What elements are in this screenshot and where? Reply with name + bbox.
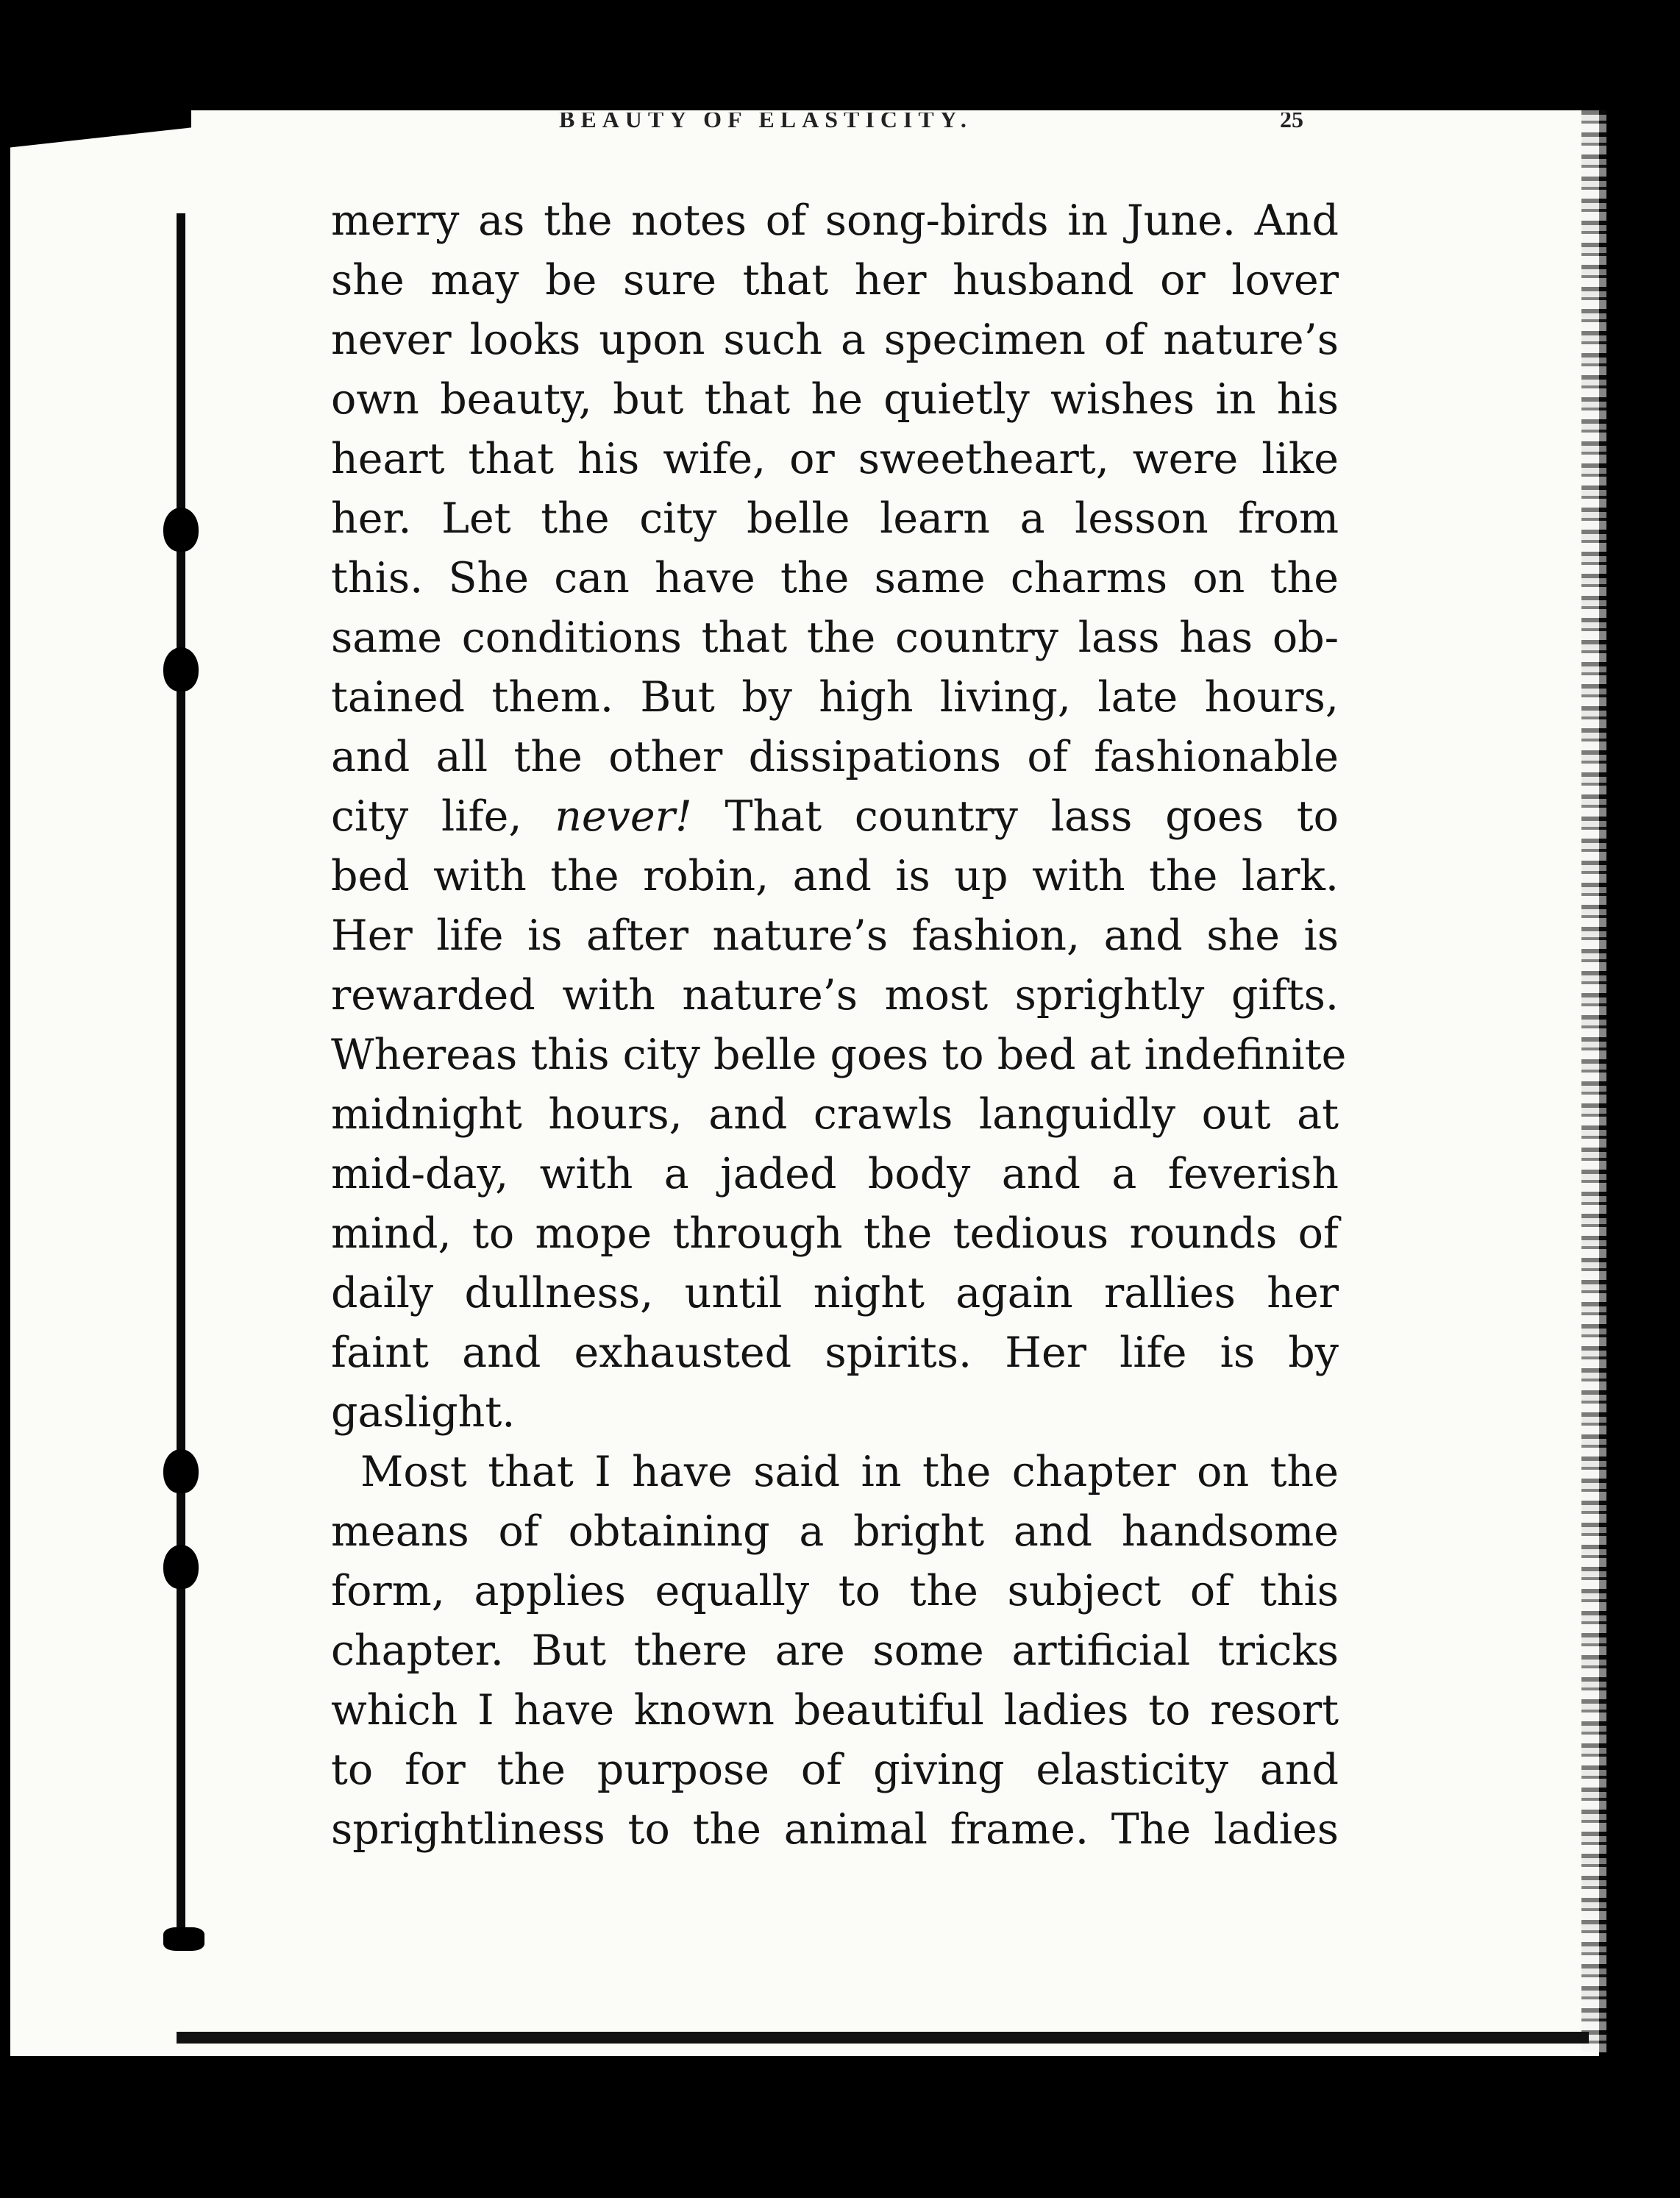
text-line: merry as the notes of song-birds in June. And (331, 196, 1339, 245)
text-line: daily dullness, until night again rallies her (331, 1269, 1339, 1317)
text-line: mid-day, with a jaded body and a feverish (331, 1150, 1339, 1198)
binding-mark (163, 1449, 199, 1493)
text-line: she may be sure that her husband or lover (331, 256, 1339, 305)
text-line: faint and exhausted spirits. Her life is by (331, 1329, 1339, 1377)
text-line: her. Let the city belle learn a lesson from (331, 494, 1339, 543)
binding-stitch-line (177, 213, 185, 1942)
text-line: to for the purpose of giving elasticity and (331, 1746, 1339, 1794)
page-number: 25 (1280, 113, 1303, 132)
binding-mark (163, 1545, 199, 1589)
binding-mark (163, 1927, 204, 1951)
running-title: BEAUTY OF ELASTICITY. (559, 113, 972, 132)
page-bottom-rule (177, 2032, 1589, 2044)
text-line: tained them. But by high living, late hours, (331, 673, 1339, 722)
text-line: never looks upon such a specimen of nature’s (331, 316, 1339, 364)
text-line: same conditions that the country lass has ob- (331, 613, 1339, 662)
binding-mark (163, 508, 199, 552)
page-right-edge (1581, 110, 1606, 2052)
text-line: own beauty, but that he quietly wishes in his (331, 375, 1339, 424)
text-line: rewarded with nature’s most sprightly gifts. (331, 971, 1339, 1020)
text-line: sprightliness to the animal frame. The ladies (331, 1805, 1339, 1854)
text-line: chapter. But there are some artificial tricks (331, 1626, 1339, 1675)
text-line: Whereas this city belle goes to bed at indefinite (331, 1031, 1347, 1079)
text-line: form, applies equally to the subject of this (331, 1567, 1339, 1615)
text-line: heart that his wife, or sweetheart, were like (331, 435, 1339, 483)
text-line: Most that I have said in the chapter on the (360, 1448, 1339, 1496)
binding-mark (163, 647, 199, 691)
text-line: Her life is after nature’s fashion, and she is (331, 911, 1339, 960)
text-line: this. She can have the same charms on the (331, 554, 1339, 602)
text-line: midnight hours, and crawls languidly out at (331, 1090, 1339, 1139)
emphasis-text: never! (555, 792, 692, 841)
body-text (331, 191, 1347, 1860)
text-line: city life, never! That country lass goes to (331, 792, 1339, 841)
text-line: and all the other dissipations of fashionable (331, 733, 1339, 781)
text-line: gaslight. (331, 1388, 516, 1437)
text-line: which I have known beautiful ladies to resort (331, 1686, 1339, 1735)
text-line: bed with the robin, and is up with the lark. (331, 852, 1339, 900)
text-line: means of obtaining a bright and handsome (331, 1507, 1339, 1556)
text-line: mind, to mope through the tedious rounds of (331, 1209, 1339, 1258)
